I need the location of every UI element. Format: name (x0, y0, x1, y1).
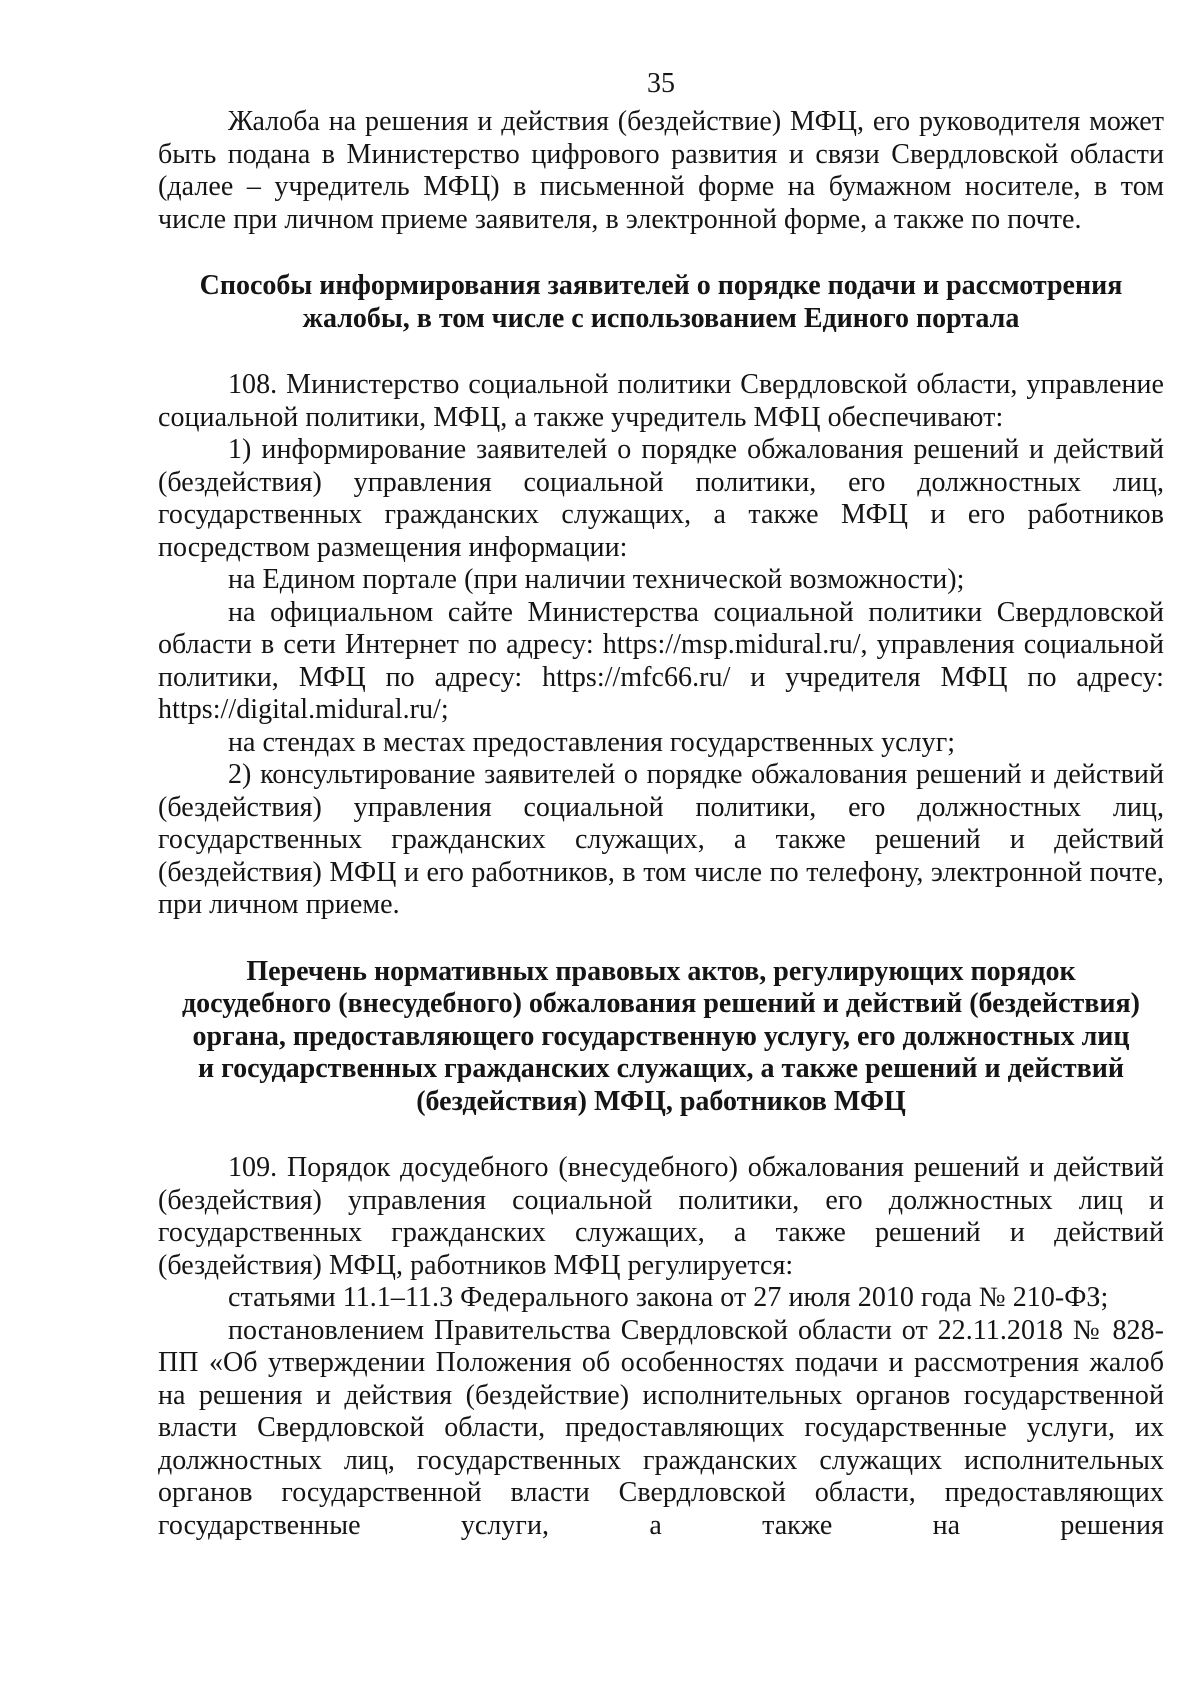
heading-line: Перечень нормативных правовых актов, регулирующих порядок (246, 955, 1076, 987)
paragraph-108: 108. Министерство социальной политики Свердловской области, управление социальной политики, МФЦ, а также учредитель МФЦ обеспечивают: (158, 369, 1164, 433)
law-item-1: статьями 11.1–11.3 Федерального закона от 27 июля 2010 года № 210-ФЗ; (228, 1282, 1109, 1313)
law-item-2: постановлением Правительства Свердловской области от 22.11.2018 № 828-ПП «Об утверждении Положения об особенностях подачи и рассмотрения жалоб на решения и действия (бездействие) исполнительных органов государственной власти Свердловской области, предоставляющих государственные услуги, их должностных лиц, государственных гражданских служащих исполнительных органов государственной власти Свердловской области, предоставляющих государственные услуги, а также на решения (158, 1314, 1164, 1541)
list-item-2: 2) консультирование заявителей о порядке обжалования решений и действий (бездействия) управления социальной политики, его должностных лиц, государственных гражданских служащих, а также решений и действий (бездействия) МФЦ и его работников, в том числе по телефону, электронной почте, при личном приеме. (158, 759, 1164, 920)
list-item-1a: на Едином портале (при наличии технической возможности); (228, 564, 965, 595)
document-page (158, 64, 1164, 1542)
page-number: 35 (647, 68, 675, 99)
list-item-1c: на стендах в местах предоставления государственных услуг; (228, 726, 956, 758)
list-item-1: 1) информирование заявителей о порядке обжалования решений и действий (бездействия) управления социальной политики, его должностных лиц, государственных гражданских служащих, а также МФЦ и его работников посредством размещения информации: (158, 434, 1164, 563)
heading-line: органа, предоставляющего государственную услугу, его должностных лиц (192, 1020, 1130, 1052)
heading-line: Способы информирования заявителей о порядке подачи и рассмотрения (199, 270, 1123, 301)
heading-line: и государственных гражданских служащих, а также решений и действий (198, 1053, 1124, 1084)
heading-line: жалобы, в том числе с использованием Единого портала (302, 302, 1020, 334)
list-item-1b: на официальном сайте Министерства социальной политики Свердловской области в сети Интернет по адресу: https://msp.midural.ru/, управления социальной политики, МФЦ по адресу: https://mfc66.ru/ и учредителя МФЦ по адресу: https://digital.midural.ru/; (158, 596, 1164, 725)
section-heading-complaint-info (158, 270, 1164, 335)
heading-line: (бездействия) МФЦ, работников МФЦ (416, 1085, 906, 1117)
heading-line: досудебного (внесудебного) обжалования решений и действий (бездействия) (182, 988, 1140, 1019)
paragraph-109: 109. Порядок досудебного (внесудебного) обжалования решений и действий (бездействия) управления социальной политики, его должностных лиц и государственных гражданских служащих, а также решений и действий (бездействия) МФЦ, работников МФЦ регулируется: (158, 1152, 1164, 1281)
intro-paragraph: Жалоба на решения и действия (бездействие) МФЦ, его руководителя может быть подана в Министерство цифрового развития и связи Свердловской области (далее – учредитель МФЦ) в письменной форме на бумажном носителе, в том числе при личном приеме заявителя, в электронной форме, а также по почте. (158, 106, 1164, 235)
section-heading-legal-acts (158, 956, 1164, 1119)
